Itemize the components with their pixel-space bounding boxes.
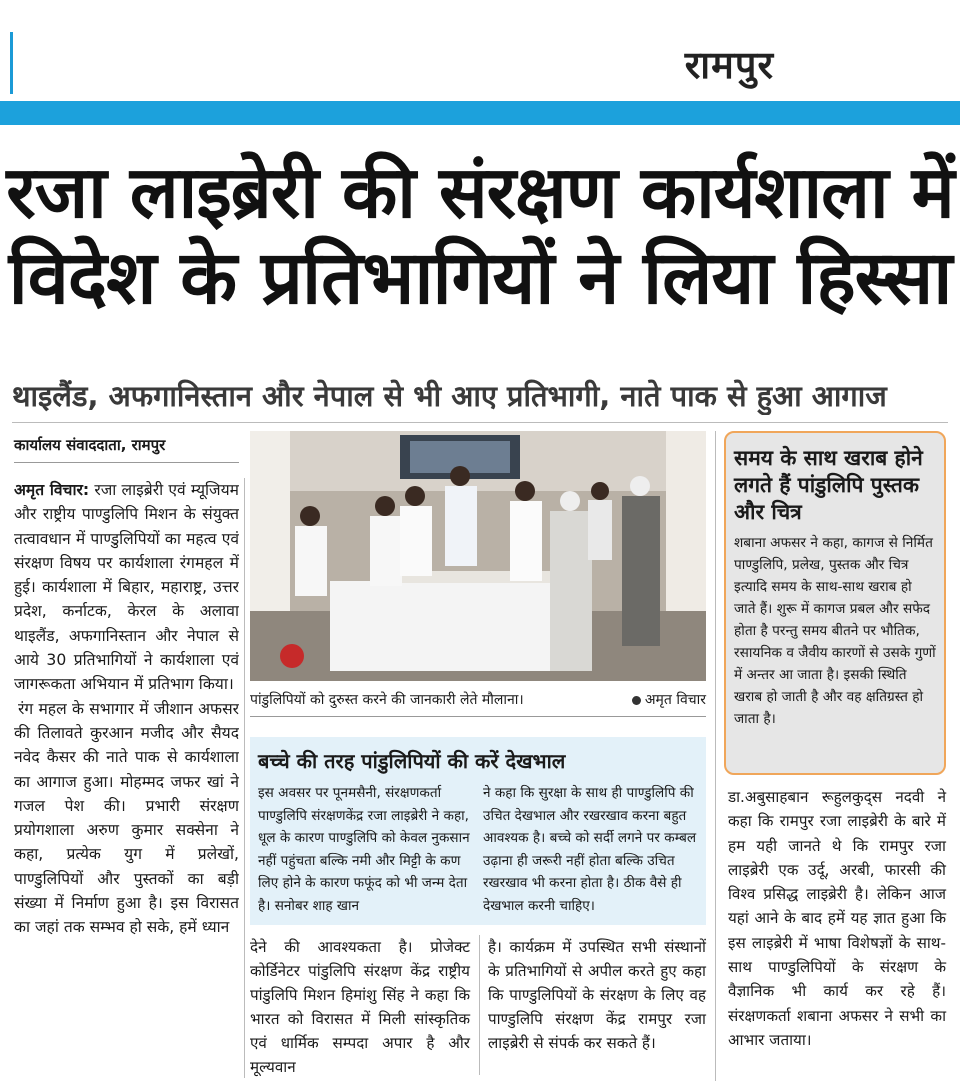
infobox-columns: [258, 782, 698, 917]
article-column-3: है। कार्यक्रम में उपस्थित सभी संस्थानों के प्रतिभागियों से अपील करते हुए कहा कि पाण्डुलिपियों के संरक्षण के लिए वह पाण्डुलिपि संरक्षण केंद्र रामपुर रजा लाइब्रेरी से संपर्क कर सकते हैं।: [488, 938, 706, 1052]
column-divider: [479, 935, 480, 1075]
headline: [0, 150, 960, 322]
bullet-icon: [632, 696, 641, 705]
article-text-1: रजा लाइब्रेरी एवं म्यूजियम और राष्ट्रीय पाण्डुलिपि मिशन के संयुक्त तत्वावधान में पाण्डुलिपियों का महत्व एवं संरक्षण विषय पर कार्यशाला रंगमहल में हुई। कार्यशाला में बिहार, महाराष्ट्र, उत्तर प्रदेश, कर्नाटक, केरल के अलावा थाइलैंड, अफगानिस्तान और नेपाल से आये 30 प्रतिभागियों ने कार्यशाला एवं जागरूकता अभियान में प्रतिभाग किया।: [14, 481, 239, 694]
caption-text: पांडुलिपियों को दुरुस्त करने की जानकारी लेते मौलाना।: [250, 692, 524, 708]
header-accent-line: [10, 32, 13, 94]
photo-credit: [632, 690, 706, 709]
divider: [12, 422, 948, 423]
column-divider: [244, 478, 245, 1078]
credit-text: अमृत विचार: [644, 692, 706, 708]
news-photo: [250, 431, 706, 681]
sidebox-title: समय के साथ खराब होने लगते हैं पांडुलिपि पुस्तक और चित्र: [734, 446, 923, 524]
photo-caption: [250, 690, 706, 709]
article-column-4: डा.अबुसाहबान रूहुलकुद्स नदवी ने कहा कि रामपुर रजा लाइब्रेरी के बारे में हम यही जानते थे कि रामपुर रजा लाइब्रेरी एक उर्दू, अरबी, फारसी की विश्व प्रसिद्ध लाइब्रेरी है। लेकिन आज यहां आने के बाद हमें यह ज्ञात हुआ कि इस लाइब्रेरी में भाषा विशेषज्ञों के साथ-साथ पाण्डुलिपियों के संरक्षण के वैज्ञानिक भी कार्य कर रहे हैं। संरक्षणकर्ता शबाना अफसर ने सभी का आभार जताया।: [728, 788, 946, 1049]
caption-divider: [250, 716, 706, 717]
section-title: रामपुर: [684, 43, 774, 87]
dateline: अमृत विचार:: [14, 481, 90, 499]
byline-divider: [14, 462, 239, 463]
infobox-text-left: इस अवसर पर पूनमसैनी, संरक्षणकर्ता पाण्डुलिपि संरक्षणकेंद्र रजा लाइब्रेरी ने कहा, धूल के कारण पाण्डुलिपि को केवल नुकसान नहीं पहुंचता बल्कि नमी और मिट्टी के कण लिए होने के कारण फफूंद को भी जन्म देता है। सनोबर शाह खान: [258, 785, 470, 914]
byline: कार्यालय संवाददाता, रामपुर: [14, 436, 166, 454]
subheadline: थाइलैंड, अफगानिस्तान और नेपाल से भी आए प्रतिभागी, नाते पाक से हुआ आगाज: [12, 379, 887, 413]
column-divider: [715, 431, 716, 1081]
infobox-text-right: ने कहा कि सुरक्षा के साथ ही पाण्डुलिपि की उचित देखभाल और रखरखाव करना बहुत आवश्यक है। बच्चे को सर्दी लगने पर कम्बल उढ़ाना ही जरूरी नहीं होता बल्कि उचित रखरखाव भी करना होता है। ठीक वैसे ही देखभाल करनी चाहिए।: [483, 785, 697, 914]
article-column-2: देने की आवश्यकता है। प्रोजेक्ट कोर्डिनेटर पांडुलिपि संरक्षण केंद्र राष्ट्रीय पांडुलिपि मिशन हिमांशु सिंह ने कहा कि भारत को विरासत में मिली सांस्कृतिक एवं धार्मिक सम्पदा अपार है और मूल्यवान: [250, 938, 470, 1076]
infobox: [250, 737, 706, 925]
header-band: [0, 101, 960, 125]
headline-line-2: विदेश के प्रतिभागियों ने लिया हिस्सा: [8, 234, 952, 321]
sidebox: [724, 431, 946, 775]
article-paragraph-2: रंग महल के सभागार में जीशान अफसर की तिलावते कुरआन मजीद और सैयद नवेद कैसर की नाते पाक से कार्यशाला का आगाज हुआ। मोहम्मद जफर खां ने गजल पेश की। प्रभारी संरक्षण प्रयोगशाला अरुण कुमार सक्सेना ने कहा, प्रत्येक युग में प्रलेखों, पाण्डुलिपियों और पुस्तकों का बड़ी संख्या में निर्माण हुआ है। इस विरासत का जहां तक सम्भव हो सके, हमें ध्यान: [14, 699, 239, 937]
article-column-1: [14, 478, 239, 1078]
sidebox-text: शबाना अफसर ने कहा, कागज से निर्मित पाण्डुलिपि, प्रलेख, पुस्तक और चित्र इत्यादि समय के साथ-साथ खराब हो जाते हैं। शुरू में कागज प्रबल और सफेद होता है परन्तु समय बीतने पर भौतिक, रसायनिक व जैवीय कारणों से उसके गुणों में अन्तर आ जाता है। इसकी स्थिति खराब हो जाती है और वह क्षतिग्रस्त हो जाता है।: [734, 535, 936, 727]
headline-line-1: रजा लाइब्रेरी की संरक्षण कार्यशाला में: [6, 150, 954, 234]
photo-illustration: [250, 431, 706, 681]
infobox-title: बच्चे की तरह पांडुलिपियों की करें देखभाल: [258, 749, 566, 773]
article-paragraph-1: [14, 478, 239, 697]
